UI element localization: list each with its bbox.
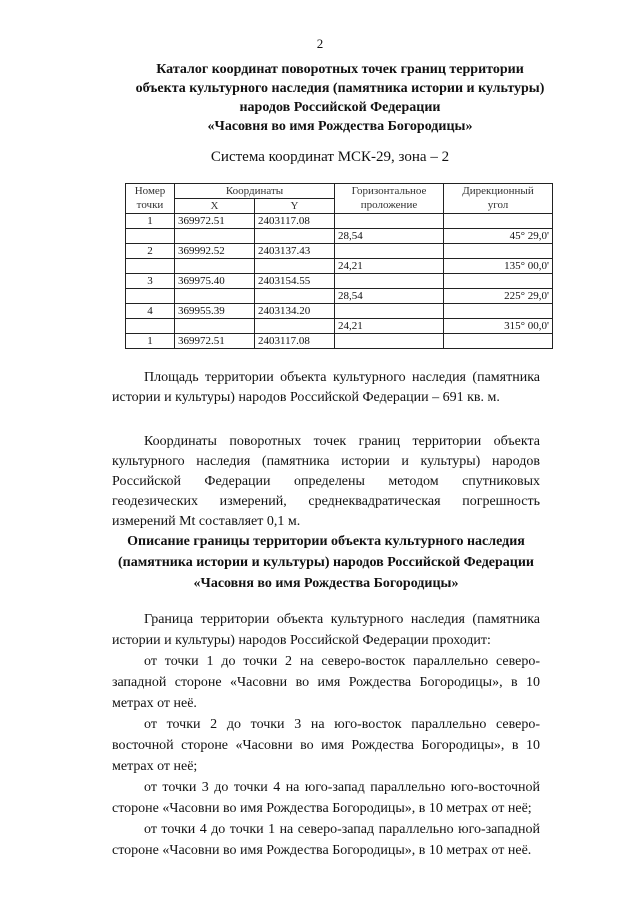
header-text: Номер bbox=[134, 185, 166, 197]
y-cell: 2403154.55 bbox=[255, 274, 335, 289]
header-y: Y bbox=[255, 199, 335, 214]
angle-cell: 315° 00,0' bbox=[444, 319, 553, 334]
table-row-point bbox=[126, 244, 553, 259]
header-text: Горизонтальное bbox=[351, 185, 427, 197]
table-row-point bbox=[126, 274, 553, 289]
point-number-cell: 3 bbox=[126, 274, 175, 289]
catalog-title-line: «Часовня во имя Рождества Богородицы» bbox=[207, 119, 473, 134]
empty-cell bbox=[335, 274, 444, 289]
x-cell: 369972.51 bbox=[175, 214, 255, 229]
catalog-title bbox=[80, 60, 600, 136]
x-cell: 369955.39 bbox=[175, 304, 255, 319]
distance-cell: 28,54 bbox=[335, 229, 444, 244]
table-row-segment bbox=[126, 319, 553, 334]
catalog-title-line: народов Российской Федерации bbox=[239, 100, 441, 115]
empty-cell bbox=[126, 289, 175, 304]
empty-cell bbox=[255, 319, 335, 334]
table-row-point bbox=[126, 304, 553, 319]
empty-cell bbox=[335, 304, 444, 319]
x-cell: 369972.51 bbox=[175, 334, 255, 349]
y-cell: 2403134.20 bbox=[255, 304, 335, 319]
y-cell: 2403117.08 bbox=[255, 214, 335, 229]
y-cell: 2403137.43 bbox=[255, 244, 335, 259]
table-row-segment bbox=[126, 289, 553, 304]
header-point-number bbox=[126, 184, 175, 214]
empty-cell bbox=[444, 274, 553, 289]
empty-cell bbox=[175, 289, 255, 304]
empty-cell bbox=[255, 289, 335, 304]
description-paragraph: от точки 3 до точки 4 на юго-запад параллельно юго-восточной стороне «Часовни во имя Рождества Богородицы», в 10 метрах от неё; bbox=[112, 780, 540, 816]
description-paragraph: Граница территории объекта культурного наследия (памятника истории и культуры) народов Российской Федерации проходит: bbox=[112, 612, 540, 648]
empty-cell bbox=[126, 259, 175, 274]
empty-cell bbox=[335, 244, 444, 259]
empty-cell bbox=[335, 334, 444, 349]
point-number-cell: 4 bbox=[126, 304, 175, 319]
header-direction-angle bbox=[444, 184, 553, 214]
method-paragraph: Координаты поворотных точек границ территории объекта культурного наследия (памятника истории и культуры) народов Российской Федерации определены методом спутниковых геодезических измерений, среднеквадратическая погрешность измерений Mt составляет 0,1 м. bbox=[112, 434, 540, 529]
empty-cell bbox=[126, 319, 175, 334]
empty-cell bbox=[175, 259, 255, 274]
empty-cell bbox=[444, 244, 553, 259]
y-cell: 2403117.08 bbox=[255, 334, 335, 349]
point-number-cell: 2 bbox=[126, 244, 175, 259]
empty-cell bbox=[335, 214, 444, 229]
distance-cell: 28,54 bbox=[335, 289, 444, 304]
catalog-title-line: Каталог координат поворотных точек границ территории bbox=[156, 62, 524, 77]
empty-cell bbox=[444, 304, 553, 319]
empty-cell bbox=[255, 229, 335, 244]
description-paragraph: от точки 1 до точки 2 на северо-восток параллельно северо-западной стороне «Часовни во имя Рождества Богородицы», в 10 метрах от неё. bbox=[112, 654, 540, 711]
distance-cell: 24,21 bbox=[335, 319, 444, 334]
header-text: проложение bbox=[360, 199, 418, 211]
description-title-line: Описание границы территории объекта культурного наследия bbox=[127, 534, 525, 549]
table-row-segment bbox=[126, 229, 553, 244]
empty-cell bbox=[255, 259, 335, 274]
empty-cell bbox=[126, 229, 175, 244]
header-coordinates: Координаты bbox=[175, 184, 335, 199]
area-paragraph: Площадь территории объекта культурного наследия (памятника истории и культуры) народов Российской Федерации – 691 кв. м. bbox=[112, 370, 540, 405]
description-paragraph: от точки 2 до точки 3 на юго-восток параллельно северо-восточной стороне «Часовни во имя Рождества Богородицы», в 10 метрах от неё; bbox=[112, 717, 540, 774]
table-row-point bbox=[126, 214, 553, 229]
empty-cell bbox=[444, 334, 553, 349]
x-cell: 369975.40 bbox=[175, 274, 255, 289]
header-x: X bbox=[175, 199, 255, 214]
page-number: 2 bbox=[316, 36, 324, 51]
angle-cell: 225° 29,0' bbox=[444, 289, 553, 304]
description-paragraph: от точки 4 до точки 1 на северо-запад параллельно юго-западной стороне «Часовни во имя Рождества Богородицы», в 10 метрах от неё. bbox=[112, 822, 540, 858]
angle-cell: 135° 00,0' bbox=[444, 259, 553, 274]
header-text: угол bbox=[487, 199, 509, 211]
distance-cell: 24,21 bbox=[335, 259, 444, 274]
point-number-cell: 1 bbox=[126, 214, 175, 229]
description-title-line: (памятника истории и культуры) народов Российской Федерации bbox=[118, 555, 534, 570]
empty-cell bbox=[175, 319, 255, 334]
description-title bbox=[112, 531, 540, 594]
table-header-row bbox=[126, 184, 553, 199]
point-number-cell: 1 bbox=[126, 334, 175, 349]
header-distance bbox=[335, 184, 444, 214]
empty-cell bbox=[444, 214, 553, 229]
angle-cell: 45° 29,0' bbox=[444, 229, 553, 244]
description-title-line: «Часовня во имя Рождества Богородицы» bbox=[193, 576, 459, 591]
coordinate-system-label: Система координат МСК-29, зона – 2 bbox=[210, 149, 450, 165]
table-row-segment bbox=[126, 259, 553, 274]
header-text: Дирекционный bbox=[462, 185, 534, 197]
header-text: точки bbox=[136, 199, 164, 211]
coordinates-table bbox=[125, 183, 553, 349]
empty-cell bbox=[175, 229, 255, 244]
boundary-description bbox=[112, 609, 540, 861]
x-cell: 369992.52 bbox=[175, 244, 255, 259]
table-row-point bbox=[126, 334, 553, 349]
catalog-title-line: объекта культурного наследия (памятника истории и культуры) bbox=[135, 81, 545, 96]
